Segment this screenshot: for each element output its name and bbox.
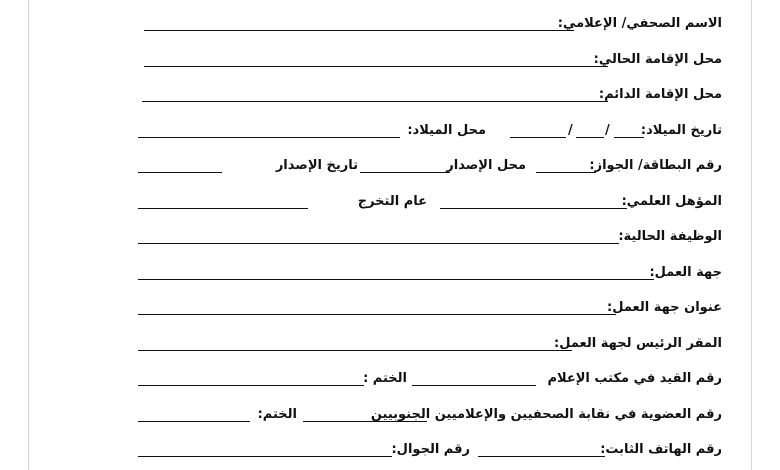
label-union-membership: رقم العضوية في نقابة الصحفيين والإعلاميين الجنوبيين: [370, 406, 722, 422]
label-qualification: المؤهل العلمي:: [621, 193, 722, 209]
input-line-stamp2[interactable]: [138, 421, 250, 422]
row-media-office: [138, 363, 722, 399]
input-line-permanent-residence[interactable]: [142, 101, 608, 102]
label-mobile: رقم الجوال:: [391, 442, 470, 457]
row-employer-address: [138, 292, 722, 328]
input-line-current-job[interactable]: [138, 243, 619, 244]
row-employer: [138, 257, 722, 293]
input-line-graduation-year[interactable]: [138, 208, 308, 209]
label-current-job: الوظيفة الحالية:: [618, 229, 722, 244]
input-line-media-office-reg[interactable]: [412, 385, 536, 386]
label-stamp2: الختم:: [257, 406, 297, 422]
input-line-employer-address[interactable]: [138, 314, 616, 315]
row-id-passport: [138, 150, 722, 186]
label-employer-address: عنوان جهة العمل:: [607, 300, 722, 315]
row-employer-hq: [138, 328, 722, 364]
input-line-current-residence[interactable]: [144, 66, 608, 67]
input-line-issue-place[interactable]: [360, 172, 450, 173]
label-issue-date: تاريخ الإصدار: [275, 158, 358, 173]
input-line-mobile[interactable]: [138, 456, 392, 457]
row-current-job: [138, 221, 722, 257]
input-line-employer[interactable]: [138, 279, 654, 280]
input-line-id-number[interactable]: [536, 172, 596, 173]
label-issue-place: محل الإصدار: [446, 158, 526, 173]
input-line-issue-date[interactable]: [138, 172, 222, 173]
input-line-qualification[interactable]: [440, 208, 627, 209]
label-stamp: الختم :: [363, 371, 407, 386]
input-line-employer-hq[interactable]: [138, 350, 572, 351]
date-separator-1: /: [605, 122, 610, 138]
input-line-birth-month[interactable]: [576, 137, 604, 138]
row-birth: [138, 115, 722, 151]
row-current-residence: [138, 44, 722, 80]
registration-form: [138, 8, 722, 470]
row-permanent-residence: [138, 79, 722, 115]
input-line-birth-year[interactable]: [614, 137, 644, 138]
input-line-birth-day[interactable]: [510, 137, 566, 138]
label-employer-hq: المقر الرئيس لجهة العمل:: [554, 335, 722, 351]
label-journalist-name: الاسم الصحفي/ الإعلامي:: [557, 16, 722, 31]
input-line-birth-place[interactable]: [138, 137, 400, 138]
input-line-journalist-name[interactable]: [144, 30, 574, 31]
row-qualification: [138, 186, 722, 222]
label-graduation-year: عام التخرج: [357, 193, 427, 209]
label-landline: رقم الهاتف الثابت:: [600, 442, 722, 457]
date-separator-2: /: [568, 122, 573, 138]
label-current-residence: محل الإقامة الحالي:: [593, 51, 722, 67]
label-birth-date: تاريخ الميلاد:: [640, 122, 722, 138]
label-permanent-residence: محل الإقامة الدائم:: [598, 87, 722, 102]
input-line-stamp[interactable]: [138, 385, 364, 386]
label-employer: جهة العمل:: [649, 264, 722, 280]
row-phones: [138, 434, 722, 470]
input-line-union-membership[interactable]: [303, 421, 427, 422]
row-journalist-name: [138, 8, 722, 44]
input-line-landline[interactable]: [478, 456, 605, 457]
label-birth-place: محل الميلاد:: [407, 122, 486, 138]
label-media-office-reg: رقم القيد في مكتب الإعلام: [547, 371, 722, 386]
row-union-membership: [138, 399, 722, 435]
label-id-passport: رقم البطاقة/ الجواز:: [589, 158, 722, 173]
